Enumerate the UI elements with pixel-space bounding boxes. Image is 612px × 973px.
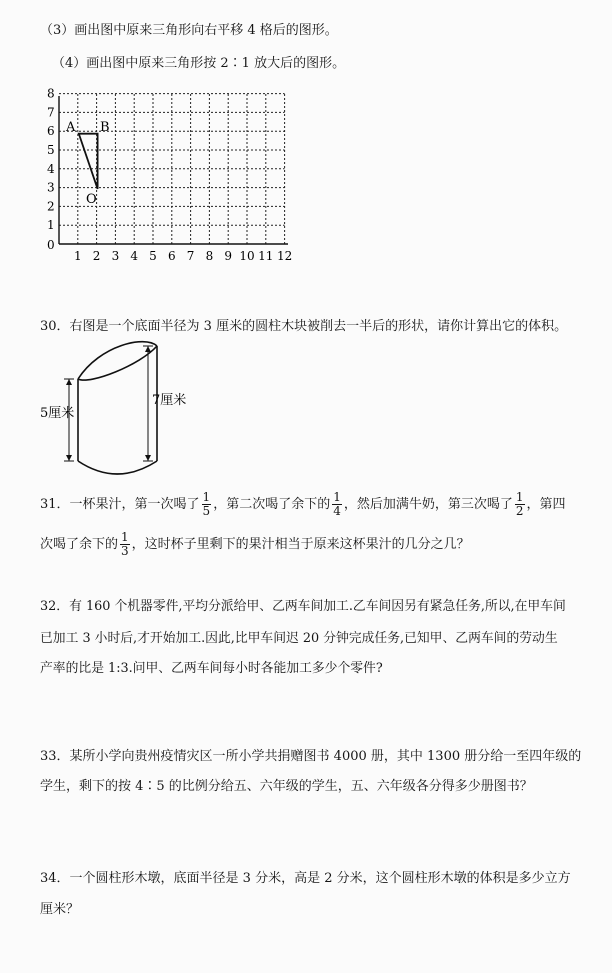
dimension-left-label: 5厘米 [40, 406, 75, 421]
q31-text-c: ，然后加满牛奶，第三次喝了 [343, 497, 513, 512]
x-tick-label: 6 [167, 249, 176, 263]
x-tick-label: 9 [224, 249, 233, 263]
y-tick-label: 1 [47, 218, 55, 233]
frac-den: 3 [121, 544, 129, 558]
y-tick-label: 6 [47, 124, 55, 139]
q31-text-f: ，这时杯子里剩下的果汁相当于原来这杯果汁的几分之几？ [131, 537, 470, 552]
q32-line1: 32．有 160 个机器零件,平均分派给甲、乙两车间加工.乙车间因另有紧急任务,所以,在甲车间 [40, 599, 566, 614]
q31-text-a: 31．一杯果汁，第一次喝了 [40, 497, 200, 512]
original-triangle [79, 134, 98, 189]
x-tick-label: 3 [111, 249, 120, 263]
cut-cylinder-figure [0, 335, 612, 485]
frac-num: 1 [121, 530, 129, 544]
x-tick-label: 4 [130, 249, 139, 263]
q31-line2 [40, 530, 470, 560]
frac-den: 4 [333, 504, 341, 518]
dimension-right-label: 7厘米 [152, 393, 187, 408]
x-tick-label: 7 [186, 249, 195, 263]
q34-line2: 厘米？ [40, 902, 80, 917]
y-tick-label: 5 [47, 143, 55, 157]
y-tick-label: 4 [47, 161, 55, 176]
point-label-o: O [86, 192, 97, 207]
x-tick-label: 5 [149, 249, 157, 263]
frac-num: 1 [333, 490, 341, 504]
q34-line1: 34．一个圆柱形木墩，底面半径是 3 分米，高是 2 分米，这个圆柱形木墩的体积是多少立方 [40, 871, 571, 886]
q32-line3: 产率的比是 1:3.问甲、乙两车间每小时各能加工多少个零件? [40, 661, 383, 676]
fraction-one-fourth [332, 491, 342, 518]
q29-part4: （4）画出图中原来三角形按 2∶1 放大后的图形。 [52, 56, 346, 71]
point-label-b: B [100, 120, 110, 135]
origin-label: 0 [47, 238, 55, 252]
frac-num: 1 [202, 490, 211, 504]
q29-part3: （3）画出图中原来三角形向右平移 4 格后的图形。 [40, 23, 338, 38]
point-label-a: A [66, 120, 76, 135]
frac-den: 2 [515, 504, 524, 518]
fraction-one-fifth [202, 491, 212, 518]
x-tick-label: 2 [92, 249, 101, 263]
q32-line2: 已加工 3 小时后,才开始加工.因此,比甲车间迟 20 分钟完成任务,已知甲、乙两车间的劳动生 [40, 631, 558, 646]
q33-line1: 33．某所小学向贵州疫情灾区一所小学共捐赠图书 4000 册，其中 1300 册分给一至四年级的 [40, 749, 582, 764]
frac-den: 5 [202, 504, 211, 518]
fraction-one-third [120, 531, 130, 558]
q31-text-d: ，第四 [526, 497, 566, 512]
q31-text-e: 次喝了余下的 [40, 537, 119, 552]
y-tick-label: 3 [47, 180, 55, 195]
x-tick-label: 1 [73, 249, 82, 263]
x-tick-label: 12 [276, 249, 293, 263]
q31-line1 [40, 490, 566, 520]
y-tick-label: 7 [47, 105, 55, 120]
x-tick-label: 8 [205, 249, 214, 263]
frac-num: 1 [515, 490, 524, 504]
q30-text: 30．右图是一个底面半径为 3 厘米的圆柱木块被削去一半后的形状，请你计算出它的体积。 [40, 319, 568, 334]
y-tick-label: 2 [47, 199, 55, 214]
y-tick-label: 8 [47, 86, 55, 101]
x-tick-label: 11 [258, 249, 274, 263]
coordinate-grid-figure [0, 0, 612, 280]
q31-text-b: ，第二次喝了余下的 [213, 497, 331, 512]
fraction-one-half [515, 491, 525, 518]
q33-line2: 学生，剩下的按 4∶5 的比例分给五、六年级的学生，五、六年级各分得多少册图书？ [40, 779, 533, 794]
x-tick-label: 10 [239, 249, 255, 263]
